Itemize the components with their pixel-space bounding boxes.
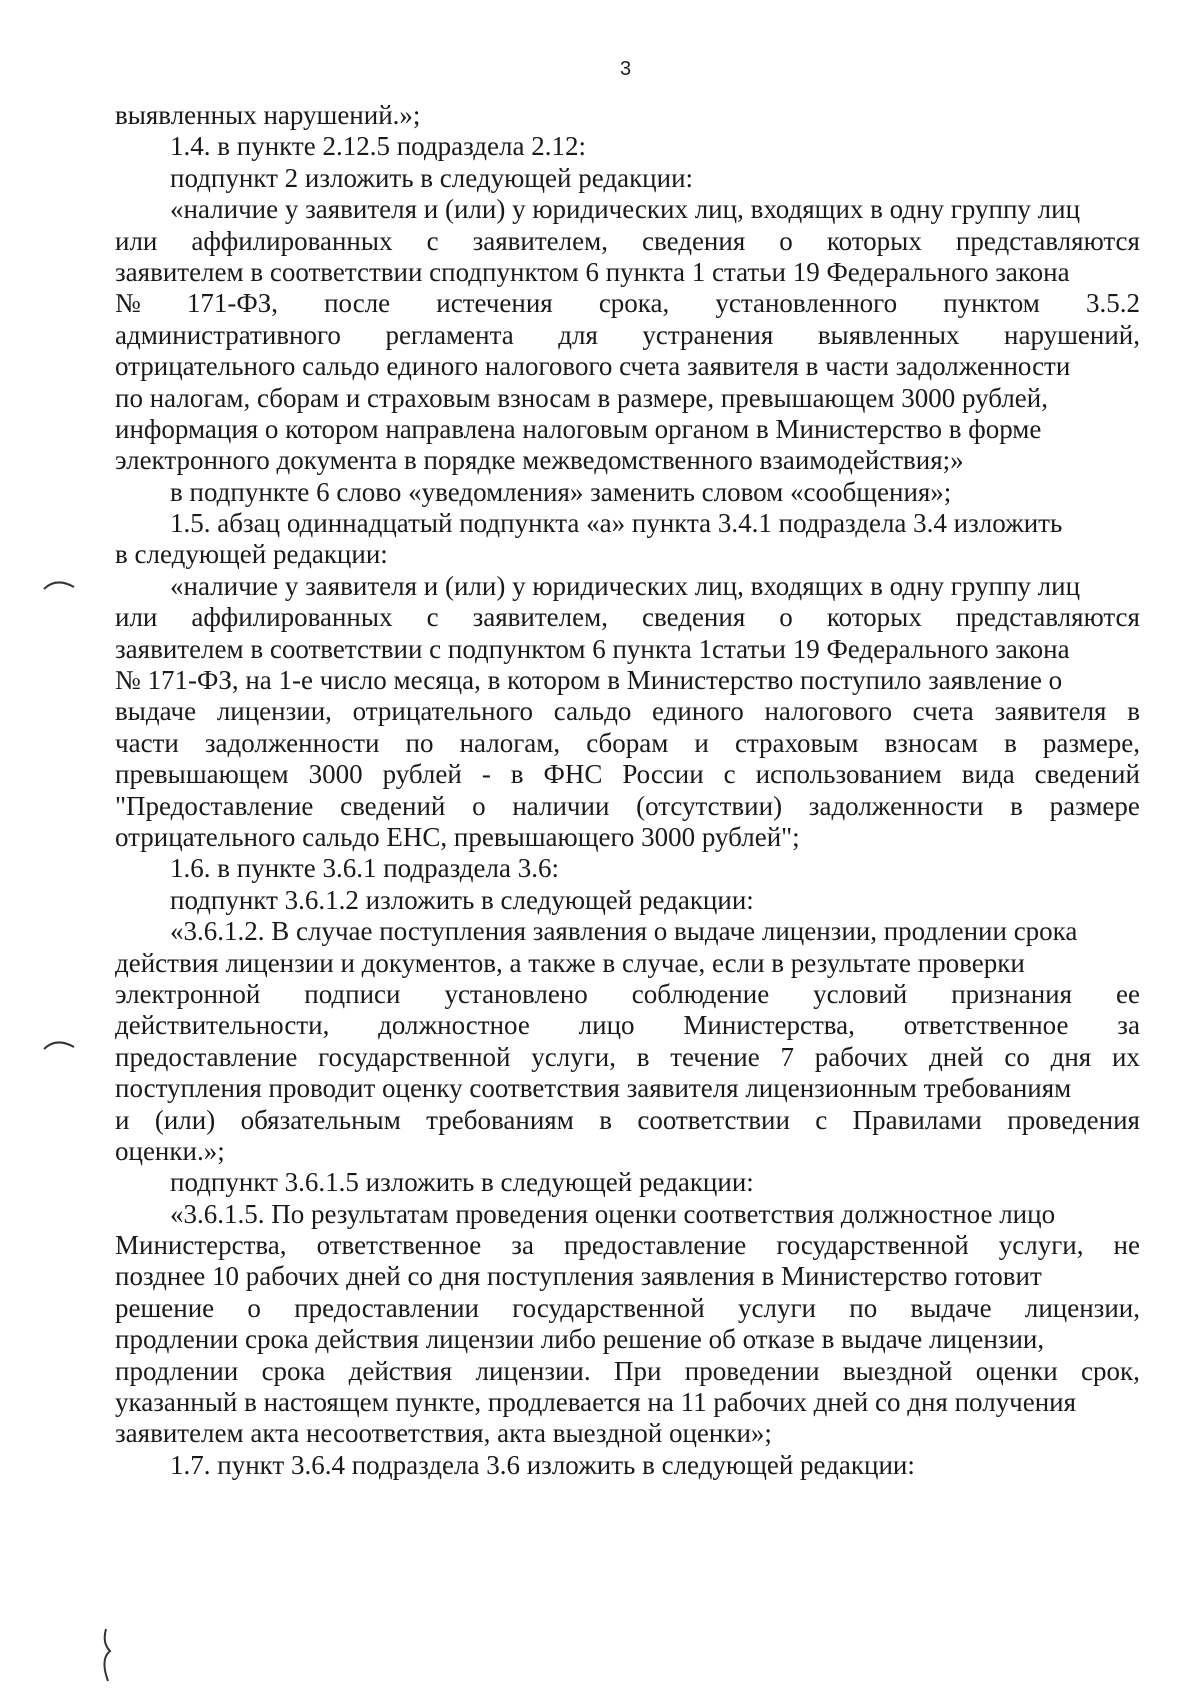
text-line: «3.6.1.2. В случае поступления заявления о выдаче лицензии, продлении срока <box>170 916 1078 947</box>
text-word: в <box>1127 696 1140 727</box>
text-word: должностное <box>378 1010 530 1041</box>
text-word: соблюдение <box>631 978 770 1009</box>
text-word: сборам <box>586 727 669 758</box>
text-word: устранения <box>642 319 774 350</box>
text-word: выездной <box>842 1355 953 1386</box>
text-line <box>115 1042 1140 1073</box>
text-word: их <box>1111 1041 1140 1072</box>
text-word: лицензии, <box>216 696 332 727</box>
text-word: заявителем, <box>472 602 608 633</box>
text-word: услуги, <box>998 1230 1084 1261</box>
text-word: размере, <box>1042 727 1140 758</box>
text-line: «наличие у заявителя и (или) у юридических лиц, входящих в одну группу лиц <box>170 194 1081 225</box>
text-word: отрицательного <box>352 696 534 727</box>
text-word: сведения <box>642 602 746 633</box>
text-word: срок, <box>1081 1355 1140 1386</box>
text-word: ее <box>1116 978 1140 1009</box>
text-line: 1.4. в пункте 2.12.5 подраздела 2.12: <box>170 131 586 162</box>
text-word: действия <box>348 1355 453 1386</box>
text-line: продлении срока действия лицензии либо решение об отказе в выдаче лицензии, <box>115 1324 1045 1355</box>
text-word: нарушений, <box>1004 319 1140 350</box>
text-line: выявленных нарушений.»; <box>115 100 421 130</box>
text-word: регламента <box>385 319 514 350</box>
text-word: за <box>511 1230 534 1261</box>
text-word: по <box>849 1292 878 1323</box>
text-word: с <box>426 225 439 256</box>
text-line: оценки.»; <box>115 1135 225 1166</box>
text-word: выдаче <box>115 696 197 727</box>
text-word: рабочих <box>814 1041 909 1072</box>
text-word: оценки <box>975 1355 1058 1386</box>
text-word: административного <box>115 319 341 350</box>
text-word: аффилированных <box>191 225 393 256</box>
text-word: взносам <box>884 727 978 758</box>
text-line <box>115 226 1140 257</box>
text-word: - <box>481 759 491 790</box>
text-line: «наличие у заявителя и (или) у юридических лиц, входящих в одну группу лиц <box>170 570 1081 601</box>
text-word: 3.5.2 <box>1085 288 1140 319</box>
text-word: которых <box>826 225 922 256</box>
text-word: о <box>472 790 486 821</box>
text-word: для <box>558 319 598 350</box>
text-word: ответственное <box>903 1010 1069 1041</box>
text-line <box>115 696 1140 727</box>
text-word: (отсутствии) <box>636 790 783 821</box>
text-word: в <box>1010 790 1023 821</box>
text-word: наличии <box>512 790 610 821</box>
text-word: выдаче <box>910 1292 992 1323</box>
text-word: о <box>779 602 793 633</box>
text-word: представляются <box>955 225 1140 256</box>
text-word: налогам, <box>459 727 561 758</box>
text-word: государственной <box>512 1292 705 1323</box>
text-word: заявителя <box>994 696 1107 727</box>
text-line <box>115 1356 1140 1387</box>
text-word: При <box>613 1355 662 1386</box>
text-word: задолженности <box>808 790 984 821</box>
text-word: заявителем, <box>472 225 608 256</box>
text-line <box>115 1105 1140 1136</box>
text-word: проведении <box>684 1355 820 1386</box>
text-line <box>115 1010 1140 1041</box>
text-word: аффилированных <box>191 602 393 633</box>
text-word: и <box>694 727 709 758</box>
text-word: Правилами <box>852 1104 982 1135</box>
text-word: электронной <box>115 978 261 1009</box>
text-word: единого <box>652 696 744 727</box>
text-word: государственной <box>776 1230 969 1261</box>
text-line: 1.6. в пункте 3.6.1 подраздела 3.6: <box>170 853 559 884</box>
text-word: установлено <box>444 978 588 1009</box>
text-word: страховым <box>734 727 859 758</box>
text-word: государственной <box>318 1041 511 1072</box>
text-line: поступления проводит оценку соответствия заявителя лицензионным требованиям <box>115 1073 1072 1104</box>
scan-mark <box>40 575 80 595</box>
text-line <box>115 320 1140 351</box>
text-word: или <box>115 225 158 256</box>
text-word: № <box>115 288 141 319</box>
text-word: истечения <box>436 288 553 319</box>
scan-mark <box>98 1625 118 1685</box>
text-word: счета <box>912 696 974 727</box>
text-word: за <box>1117 1010 1140 1041</box>
text-word: с <box>426 602 439 633</box>
text-word: дней <box>929 1041 984 1072</box>
text-word: налогового <box>764 696 892 727</box>
text-line: электронного документа в порядке межведомственного взаимодействия;» <box>115 445 964 476</box>
text-word: лицо <box>578 1010 635 1041</box>
text-line: отрицательного сальдо единого налогового счета заявителя в части задолженности <box>115 351 1071 382</box>
text-word: задолженности <box>204 727 380 758</box>
text-word: установленного <box>715 288 898 319</box>
text-word: с <box>815 1104 828 1135</box>
text-word: представляются <box>955 602 1140 633</box>
text-word: "Предоставление <box>115 790 314 821</box>
text-word: проведения <box>1007 1104 1140 1135</box>
text-line <box>115 1230 1140 1261</box>
text-word: сальдо <box>553 696 632 727</box>
text-word: течение <box>670 1041 760 1072</box>
text-word: в <box>1004 727 1017 758</box>
text-word: по <box>405 727 434 758</box>
text-line: подпункт 3.6.1.5 изложить в следующей редакции: <box>170 1167 754 1198</box>
text-word: решение <box>115 1292 215 1323</box>
text-word: размере <box>1049 790 1140 821</box>
text-word: предоставлении <box>294 1292 479 1323</box>
text-word: пунктом <box>943 288 1040 319</box>
text-word: и <box>115 1104 130 1135</box>
page-number: 3 <box>620 58 632 80</box>
text-word: в <box>636 1041 650 1072</box>
text-line: подпункт 2 изложить в следующей редакции: <box>170 162 694 193</box>
text-word: подписи <box>304 978 401 1009</box>
text-word: части <box>115 727 179 758</box>
text-word: выявленных <box>817 319 960 350</box>
text-word: после <box>324 288 391 319</box>
text-line: позднее 10 рабочих дней со дня поступления заявления в Министерство готовит <box>115 1261 1042 1292</box>
text-line <box>115 288 1140 319</box>
text-line: «3.6.1.5. По результатам проведения оценки соответствия должностное лицо <box>170 1198 1056 1229</box>
text-word: предоставление <box>563 1230 747 1261</box>
text-word: продлении <box>115 1355 239 1386</box>
document-body <box>115 100 1140 1481</box>
text-word: срока, <box>598 288 670 319</box>
text-word: о <box>247 1292 261 1323</box>
text-line <box>115 1293 1140 1324</box>
text-word: России <box>622 759 704 790</box>
text-word: требованиям <box>426 1104 574 1135</box>
text-word: 3000 <box>308 759 363 790</box>
text-line: 1.7. пункт 3.6.4 подраздела 3.6 изложить в следующей редакции: <box>170 1449 915 1480</box>
text-word: которых <box>826 602 922 633</box>
text-word: о <box>779 225 793 256</box>
text-word: сведений <box>340 790 446 821</box>
text-line: заявителем в соответствии с подпунктом 6 пункта 1статьи 19 Федерального закона <box>115 633 1070 664</box>
text-line: заявителем в соответствии сподпунктом 6 пункта 1 статьи 19 Федерального закона <box>115 256 1070 287</box>
text-word: рублей <box>382 759 462 790</box>
text-word: срока <box>261 1355 326 1386</box>
text-line: действия лицензии и документов, а также в случае, если в результате проверки <box>115 947 1025 978</box>
text-word: Министерства, <box>115 1230 287 1261</box>
text-word: признания <box>951 978 1073 1009</box>
text-line: в подпункте 6 слово «уведомления» заменить словом «сообщения»; <box>170 476 952 507</box>
text-line <box>115 728 1140 759</box>
text-word: услуги, <box>531 1041 616 1072</box>
text-word: условий <box>813 978 908 1009</box>
text-line: 1.5. абзац одиннадцатый подпункта «а» пункта 3.4.1 подраздела 3.4 изложить <box>170 508 1063 539</box>
text-line: в следующей редакции: <box>115 539 388 570</box>
text-word: соответствии <box>637 1104 790 1135</box>
text-line <box>115 759 1140 790</box>
text-line: указанный в настоящем пункте, продлевается на 11 рабочих дней со дня получения <box>115 1387 1077 1418</box>
text-word: со <box>1004 1041 1030 1072</box>
text-line <box>115 602 1140 633</box>
text-line: отрицательного сальдо ЕНС, превышающего 3000 рублей"; <box>115 821 800 852</box>
text-word: с <box>723 759 736 790</box>
text-word: (или) <box>154 1104 216 1135</box>
text-word: не <box>1113 1230 1140 1261</box>
text-word: ответственное <box>316 1230 482 1261</box>
text-line: № 171-ФЗ, на 1-е число месяца, в котором в Министерство поступило заявление о <box>115 665 1063 696</box>
text-word: лицензии, <box>1024 1292 1140 1323</box>
text-word: 171-ФЗ, <box>186 288 278 319</box>
text-line: по налогам, сборам и страховым взносам в размере, превышающем 3000 рублей, <box>115 382 1048 413</box>
text-line: информация о котором направлена налоговым органом в Министерство в форме <box>115 413 1042 444</box>
scan-mark <box>40 1035 80 1055</box>
text-word: обязательным <box>240 1104 401 1135</box>
text-word: предоставление <box>115 1041 298 1072</box>
text-word: услуги <box>737 1292 816 1323</box>
text-word: сведений <box>1034 759 1140 790</box>
text-word: или <box>115 602 158 633</box>
text-line: подпункт 3.6.1.2 изложить в следующей редакции: <box>170 884 754 915</box>
text-word: в <box>510 759 524 790</box>
text-word: 7 <box>780 1041 794 1072</box>
text-word: сведения <box>642 225 746 256</box>
text-line: заявителем акта несоответствия, акта выездной оценки»; <box>115 1418 772 1449</box>
text-word: превышающем <box>115 759 289 790</box>
text-word: действительности, <box>115 1010 330 1041</box>
text-word: лицензии. <box>475 1355 591 1386</box>
text-word: дня <box>1050 1041 1092 1072</box>
text-word: ФНС <box>543 759 603 790</box>
text-word: Министерства, <box>683 1010 855 1041</box>
text-word: использованием <box>755 759 942 790</box>
text-word: вида <box>961 759 1015 790</box>
text-line <box>115 979 1140 1010</box>
text-word: в <box>599 1104 612 1135</box>
text-line <box>115 791 1140 822</box>
